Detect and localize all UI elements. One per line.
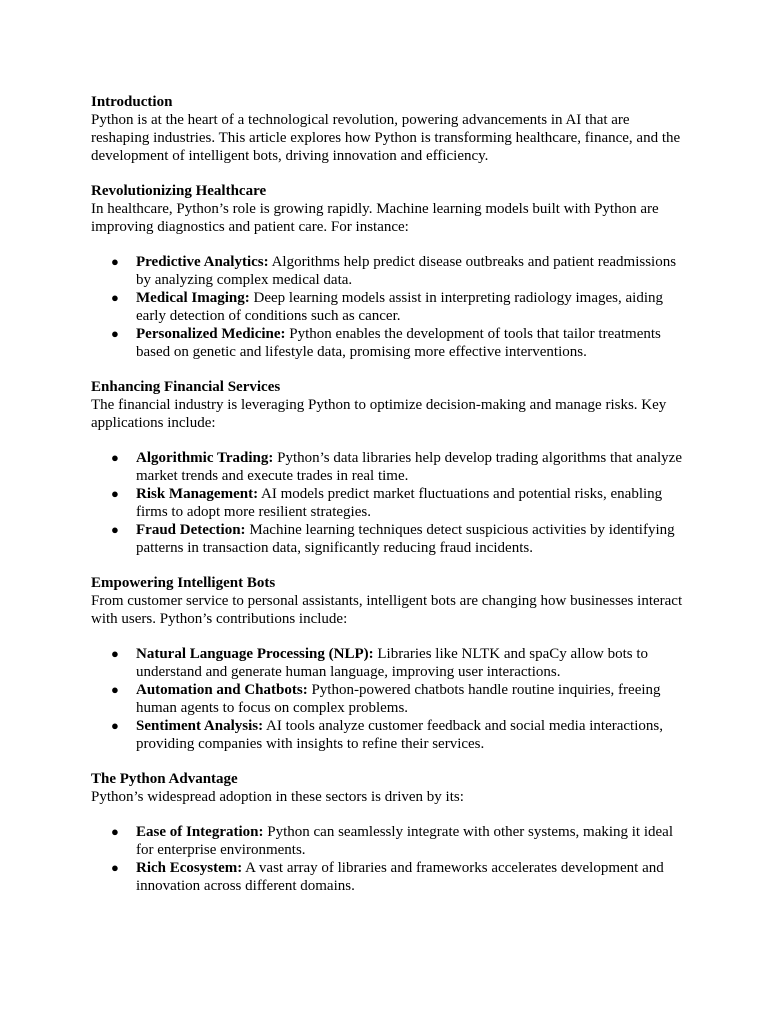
bullet-icon: ●	[111, 326, 119, 341]
bullet-list	[91, 253, 691, 361]
item-term: Rich Ecosystem:	[136, 860, 243, 876]
item-text: Python’s data libraries help develop trading algorithms that analyze market trends and execute trades in real time.	[136, 450, 682, 484]
list-item	[91, 521, 691, 557]
item-term: Sentiment Analysis:	[136, 718, 264, 734]
list-item	[91, 449, 691, 485]
section-heading: Empowering Intelligent Bots	[91, 575, 276, 591]
bullet-icon: ●	[111, 824, 119, 839]
item-text: Python-powered chatbots handle routine inquiries, freeing human agents to focus on complex problems.	[136, 682, 661, 716]
bullet-icon: ●	[111, 254, 119, 269]
item-term: Risk Management:	[136, 486, 259, 502]
item-text: AI models predict market fluctuations and potential risks, enabling firms to adopt more resilient strategies.	[136, 486, 663, 520]
section-finance	[91, 378, 691, 557]
section-paragraph: Python is at the heart of a technological revolution, powering advancements in AI that are reshaping industries. This article explores how Python is transforming healthcare, finance, and the development of intelligent bots, driving innovation and efficiency.	[91, 112, 681, 164]
bullet-icon: ●	[111, 860, 119, 875]
item-term: Personalized Medicine:	[136, 326, 286, 342]
list-item	[91, 289, 691, 325]
item-term: Automation and Chatbots:	[136, 682, 308, 698]
bullet-list	[91, 645, 691, 753]
section-paragraph: The financial industry is leveraging Python to optimize decision-making and manage risks. Key applications include:	[91, 397, 667, 431]
section-heading: The Python Advantage	[91, 771, 238, 787]
item-text: Algorithms help predict disease outbreaks and patient readmissions by analyzing complex medical data.	[136, 254, 677, 288]
bullet-list	[91, 449, 691, 557]
list-item	[91, 681, 691, 717]
list-item	[91, 645, 691, 681]
section-healthcare	[91, 182, 691, 361]
section-paragraph: In healthcare, Python’s role is growing rapidly. Machine learning models built with Python are improving diagnostics and patient care. For instance:	[91, 201, 659, 235]
document-page	[91, 93, 691, 912]
section-paragraph: From customer service to personal assistants, intelligent bots are changing how businesses interact with users. Python’s contributions include:	[91, 593, 683, 627]
section-heading: Revolutionizing Healthcare	[91, 183, 267, 199]
bullet-icon: ●	[111, 450, 119, 465]
item-term: Ease of Integration:	[136, 824, 264, 840]
list-item	[91, 717, 691, 753]
section-python-advantage	[91, 770, 691, 895]
list-item	[91, 823, 691, 859]
item-text: AI tools analyze customer feedback and social media interactions, providing companies with insights to refine their services.	[136, 718, 663, 752]
list-item	[91, 859, 691, 895]
bullet-icon: ●	[111, 682, 119, 697]
item-text: Python can seamlessly integrate with other systems, making it ideal for enterprise environments.	[136, 824, 674, 858]
item-text: Python enables the development of tools that tailor treatments based on genetic and lifestyle data, promising more effective interventions.	[136, 326, 661, 360]
list-item	[91, 253, 691, 289]
item-text: A vast array of libraries and frameworks accelerates development and innovation across different domains.	[136, 860, 664, 894]
item-text: Deep learning models assist in interpreting radiology images, aiding early detection of conditions such as cancer.	[136, 290, 663, 324]
bullet-icon: ●	[111, 718, 119, 733]
item-term: Predictive Analytics:	[136, 254, 269, 270]
bullet-icon: ●	[111, 290, 119, 305]
section-introduction	[91, 93, 691, 165]
item-term: Algorithmic Trading:	[136, 450, 274, 466]
item-term: Natural Language Processing (NLP):	[136, 646, 374, 662]
item-text: Machine learning techniques detect suspicious activities by identifying patterns in transaction data, significantly reducing fraud incidents.	[136, 522, 675, 556]
bullet-icon: ●	[111, 522, 119, 537]
list-item	[91, 485, 691, 521]
section-heading: Enhancing Financial Services	[91, 379, 281, 395]
bullet-icon: ●	[111, 646, 119, 661]
bullet-icon: ●	[111, 486, 119, 501]
item-text: Libraries like NLTK and spaCy allow bots to understand and generate human language, improving user interactions.	[136, 646, 649, 680]
section-heading: Introduction	[91, 94, 173, 110]
section-bots	[91, 574, 691, 753]
list-item	[91, 325, 691, 361]
item-term: Fraud Detection:	[136, 522, 246, 538]
bullet-list	[91, 823, 691, 895]
section-paragraph: Python’s widespread adoption in these sectors is driven by its:	[91, 789, 464, 805]
item-term: Medical Imaging:	[136, 290, 250, 306]
